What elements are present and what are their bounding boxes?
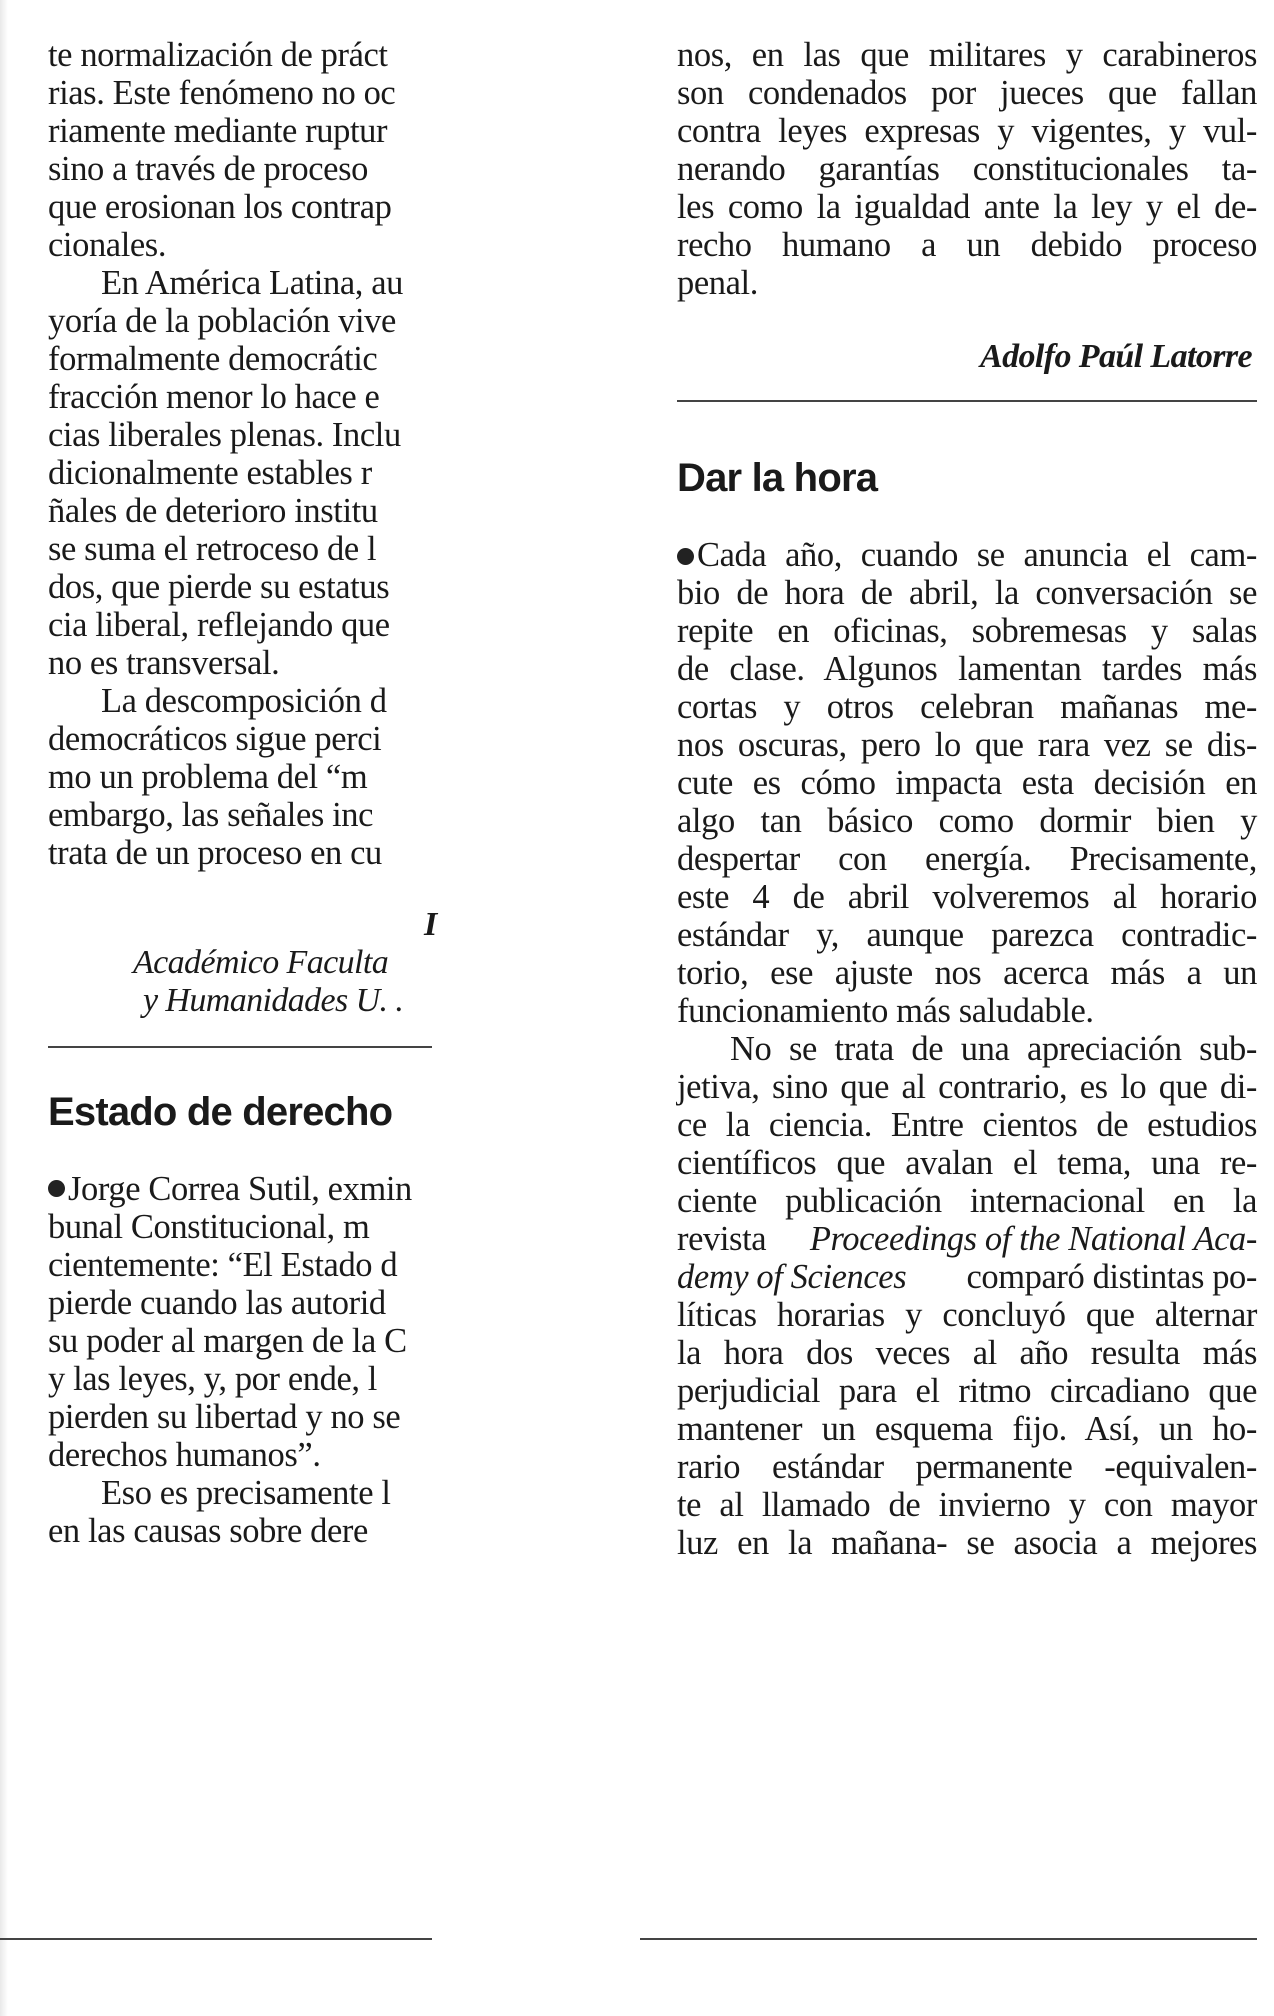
right-signature: Adolfo Paúl Latorre <box>980 338 1252 375</box>
right-text-line: algo tan básico como dormir bien y <box>677 802 1257 840</box>
journal-name: Proceedings of the National Aca- <box>809 1220 1257 1258</box>
left-text-line: ñales de deterioro institu <box>48 492 378 530</box>
right-text-line: cute es cómo impacta esta decisión en <box>677 764 1257 802</box>
right-text-line: son condenados por jueces que fallan <box>677 74 1257 112</box>
left-signature-initial: I <box>424 906 437 943</box>
right-text-line: funcionamiento más saludable. <box>677 992 1094 1030</box>
left-text-line: cia liberal, reflejando que <box>48 606 390 644</box>
left-text-line: que erosionan los contrap <box>48 188 392 226</box>
left-text-line: cias liberales plenas. Inclu <box>48 416 401 454</box>
right-text-line: perjudicial para el ritmo circadiano que <box>677 1372 1257 1410</box>
right-text-line: despertar con energía. Precisamente, <box>677 840 1257 878</box>
left-text-line: riamente mediante ruptur <box>48 112 388 150</box>
heading-estado-de-derecho: Estado de derecho <box>48 1090 393 1134</box>
left-signature-affiliation: y Humanidades U. . <box>143 982 404 1019</box>
left-text-line: mo un problema del “m <box>48 758 368 796</box>
left-text-line: dicionalmente estables r <box>48 454 372 492</box>
right-text-line: te al llamado de invierno y con mayor <box>677 1486 1257 1524</box>
right-text-line: ce la ciencia. Entre cientos de estudios <box>677 1106 1257 1144</box>
right-text-line: cortas y otros celebran mañanas me- <box>677 688 1257 726</box>
left-text-line: fracción menor lo hace e <box>48 378 380 416</box>
right-text-line: nerando garantías constitucionales ta- <box>677 150 1257 188</box>
right-text-line: demy of Sciences comparó distintas po- <box>677 1258 1257 1296</box>
bottom-divider <box>0 1938 432 1940</box>
journal-name: demy of Sciences <box>677 1258 907 1296</box>
left-text-line: cientemente: “El Estado d <box>48 1246 398 1284</box>
right-text-line: jetiva, sino que al contrario, es lo que di- <box>677 1068 1257 1106</box>
left-text-line: y las leyes, y, por ende, l <box>48 1360 377 1398</box>
left-text-line: se suma el retroceso de l <box>48 530 377 568</box>
right-text-line: científicos que avalan el tema, una re- <box>677 1144 1257 1182</box>
left-text-line: cionales. <box>48 226 167 264</box>
right-text-line: penal. <box>677 264 758 302</box>
right-text-line: les como la igualdad ante la ley y el de- <box>677 188 1257 226</box>
section-divider <box>48 1046 432 1048</box>
right-text-line: revista Proceedings of the National Aca- <box>677 1220 1257 1258</box>
right-text-line: de clase. Algunos lamentan tardes más <box>677 650 1257 688</box>
left-text-line: dos, que pierde su estatus <box>48 568 390 606</box>
left-text-line: trata de un proceso en cu <box>48 834 382 872</box>
left-text-line: te normalización de práct <box>48 36 388 74</box>
right-text-line: nos oscuras, pero lo que rara vez se dis- <box>677 726 1257 764</box>
left-text-line: Jorge Correa Sutil, exmin <box>48 1172 412 1207</box>
right-text-line: la hora dos veces al año resulta más <box>677 1334 1257 1372</box>
right-text-line: No se trata de una apreciación sub- <box>730 1030 1257 1068</box>
left-text-line: bunal Constitucional, m <box>48 1208 370 1246</box>
right-text-line: Cada año, cuando se anuncia el cam- <box>677 538 1257 573</box>
right-text-line: recho humano a un debido proceso <box>677 226 1257 264</box>
left-text-line: pierde cuando las autorid <box>48 1284 386 1322</box>
left-text-line: derechos humanos”. <box>48 1436 321 1474</box>
bottom-divider <box>640 1938 1257 1940</box>
left-text-line: En América Latina, au <box>101 264 403 302</box>
right-column <box>677 0 1257 2016</box>
left-text-line: yoría de la población vive <box>48 302 396 340</box>
bullet-icon <box>48 1180 65 1197</box>
heading-dar-la-hora: Dar la hora <box>677 456 878 500</box>
right-text-line: ciente publicación internacional en la <box>677 1182 1257 1220</box>
left-text-line: La descomposición d <box>101 682 387 720</box>
right-text-line: líticas horarias y concluyó que alternar <box>677 1296 1257 1334</box>
left-text-line: Eso es precisamente l <box>101 1474 391 1512</box>
right-text-line: repite en oficinas, sobremesas y salas <box>677 612 1257 650</box>
right-text-line: nos, en las que militares y carabineros <box>677 36 1257 74</box>
left-text-line: pierden su libertad y no se <box>48 1398 401 1436</box>
right-text-line: mantener un esquema fijo. Así, un ho- <box>677 1410 1257 1448</box>
left-text-line: sino a través de proceso <box>48 150 368 188</box>
right-text-line: rario estándar permanente -equivalen- <box>677 1448 1257 1486</box>
left-text-line: embargo, las señales inc <box>48 796 374 834</box>
bullet-icon <box>677 548 694 565</box>
right-text-line: estándar y, aunque parezca contradic- <box>677 916 1257 954</box>
left-text-line: su poder al margen de la C <box>48 1322 407 1360</box>
left-text-line: rias. Este fenómeno no oc <box>48 74 396 112</box>
right-text-line: luz en la mañana- se asocia a mejores <box>677 1524 1257 1562</box>
left-text-line: formalmente democrátic <box>48 340 378 378</box>
right-text-line: torio, ese ajuste nos acerca más a un <box>677 954 1257 992</box>
right-text-line: este 4 de abril volveremos al horario <box>677 878 1257 916</box>
left-text-line: no es transversal. <box>48 644 280 682</box>
left-text-line: en las causas sobre dere <box>48 1512 368 1550</box>
right-text-line: bio de hora de abril, la conversación se <box>677 574 1257 612</box>
left-column <box>0 0 437 2016</box>
right-text-line: contra leyes expresas y vigentes, y vul- <box>677 112 1257 150</box>
left-text-line: democráticos sigue perci <box>48 720 382 758</box>
left-signature-title: Académico Faculta <box>133 944 389 981</box>
section-divider <box>677 400 1257 402</box>
